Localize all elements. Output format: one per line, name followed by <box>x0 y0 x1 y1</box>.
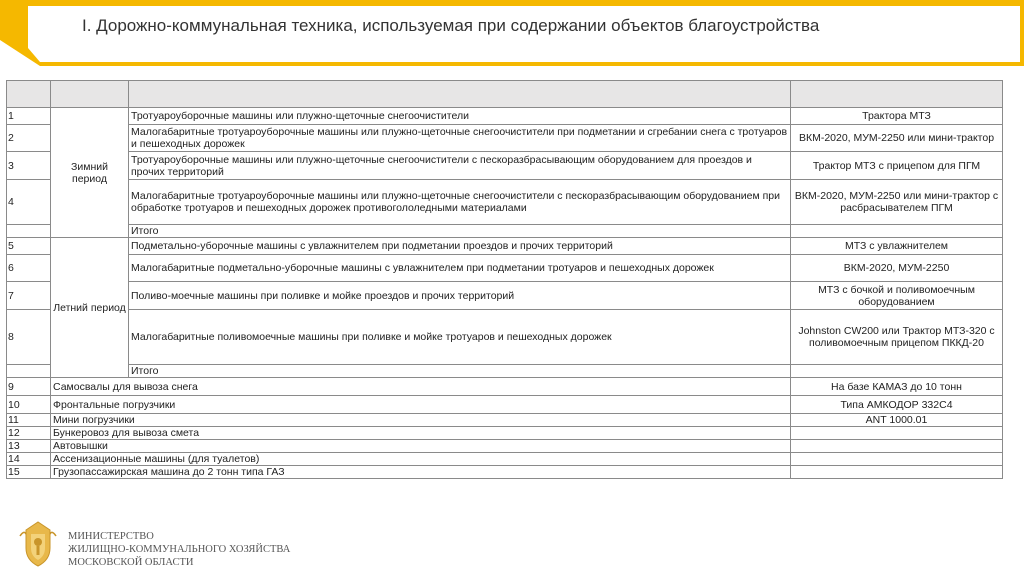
coat-of-arms-icon <box>18 520 58 568</box>
page-title: I. Дорожно-коммунальная техника, используемая при содержании объектов благоустройства <box>82 16 820 35</box>
row-description: Малогабаритные подметально-уборочные машины с увлажнителем при подметании тротуаров и пешеходных дорожек <box>129 255 791 282</box>
row-equipment: Трактор МТЗ с прицепом для ПГМ <box>791 152 1003 180</box>
ministry-footer <box>18 520 291 573</box>
row-description: Итого <box>129 365 791 378</box>
row-number: 15 <box>7 466 51 479</box>
row-description: Автовышки <box>51 440 791 453</box>
table-row <box>7 255 1003 282</box>
equipment-table-container <box>6 80 1002 479</box>
row-equipment: Трактора МТЗ <box>791 108 1003 125</box>
row-description: Тротуароуборочные машины или плужно-щеточные снегоочистители с пескоразбрасывающим оборудованием для проездов и прочих территорий <box>129 152 791 180</box>
table-row <box>7 453 1003 466</box>
row-description: Подметально-уборочные машины с увлажнителем при подметании проездов и прочих территорий <box>129 238 791 255</box>
table-row <box>7 152 1003 180</box>
title-bar <box>0 0 1024 66</box>
row-equipment <box>791 453 1003 466</box>
ministry-name-line-3: МОСКОВСКОЙ ОБЛАСТИ <box>68 557 194 568</box>
row-equipment: МТЗ с увлажнителем <box>791 238 1003 255</box>
row-equipment: На базе КАМАЗ до 10 тонн <box>791 378 1003 396</box>
row-description: Грузопассажирская машина до 2 тонн типа ГАЗ <box>51 466 791 479</box>
row-number: 9 <box>7 378 51 396</box>
row-number: 8 <box>7 310 51 365</box>
row-description: Малогабаритные поливомоечные машины при поливке и мойке тротуаров и пешеходных дорожек <box>129 310 791 365</box>
row-description: Итого <box>129 225 791 238</box>
row-equipment <box>791 440 1003 453</box>
row-description: Ассенизационные машины (для туалетов) <box>51 453 791 466</box>
row-number: 7 <box>7 282 51 310</box>
row-number: 3 <box>7 152 51 180</box>
winter-period-cell: Зимний период <box>51 108 129 238</box>
table-row <box>7 180 1003 225</box>
row-equipment: МТЗ с бочкой и поливомоечным оборудованием <box>791 282 1003 310</box>
row-number: 4 <box>7 180 51 225</box>
ministry-name-line-1: МИНИСТЕРСТВО <box>68 531 154 542</box>
row-number: 2 <box>7 125 51 152</box>
row-description: Мини погрузчики <box>51 414 791 427</box>
row-description: Самосвалы для вывоза снега <box>51 378 791 396</box>
row-equipment: ANT 1000.01 <box>791 414 1003 427</box>
table-row <box>7 108 1003 125</box>
row-equipment <box>791 427 1003 440</box>
equipment-table <box>6 80 1003 479</box>
table-row <box>7 238 1003 255</box>
table-row <box>7 466 1003 479</box>
table-row <box>7 282 1003 310</box>
summer-period-cell: Летний период <box>51 238 129 378</box>
row-number: 10 <box>7 396 51 414</box>
row-description: Тротуароуборочные машины или плужно-щеточные снегоочистители <box>129 108 791 125</box>
row-number: 14 <box>7 453 51 466</box>
row-number <box>7 225 51 238</box>
table-row <box>7 378 1003 396</box>
row-description: Фронтальные погрузчики <box>51 396 791 414</box>
row-number: 1 <box>7 108 51 125</box>
table-row <box>7 125 1003 152</box>
table-row <box>7 396 1003 414</box>
row-number: 12 <box>7 427 51 440</box>
row-number <box>7 365 51 378</box>
table-row-total <box>7 365 1003 378</box>
table-row <box>7 310 1003 365</box>
row-description: Бункеровоз для вывоза смета <box>51 427 791 440</box>
table-row <box>7 440 1003 453</box>
row-equipment: ВКМ-2020, МУМ-2250 или мини-трактор <box>791 125 1003 152</box>
row-description: Поливо-моечные машины при поливке и мойке проездов и прочих территорий <box>129 282 791 310</box>
table-row <box>7 427 1003 440</box>
row-equipment <box>791 225 1003 238</box>
row-number: 5 <box>7 238 51 255</box>
row-equipment: ВКМ-2020, МУМ-2250 или мини-трактор с расбрасывателем ПГМ <box>791 180 1003 225</box>
row-number: 13 <box>7 440 51 453</box>
ministry-name-line-2: ЖИЛИЩНО-КОММУНАЛЬНОГО ХОЗЯЙСТВА <box>68 544 291 555</box>
row-equipment <box>791 466 1003 479</box>
table-header-row <box>7 81 1003 108</box>
row-description: Малогабаритные тротуароуборочные машины или плужно-щеточные снегоочистители при подметании и сгребании снега с тротуаров и пешеходных дорожек <box>129 125 791 152</box>
row-equipment <box>791 365 1003 378</box>
table-row <box>7 414 1003 427</box>
row-number: 6 <box>7 255 51 282</box>
row-number: 11 <box>7 414 51 427</box>
ministry-name <box>68 530 290 569</box>
row-equipment: Типа АМКОДОР 332С4 <box>791 396 1003 414</box>
table-row-total <box>7 225 1003 238</box>
row-equipment: ВКМ-2020, МУМ-2250 <box>791 255 1003 282</box>
row-description: Малогабаритные тротуароуборочные машины или плужно-щеточные снегоочистители с пескоразбрасывающим оборудованием при обработке тротуаров и пешеходных дорожек противогололедными материалами <box>129 180 791 225</box>
row-equipment: Johnston CW200 или Трактор МТЗ-320 с поливомоечным прицепом ПККД-20 <box>791 310 1003 365</box>
